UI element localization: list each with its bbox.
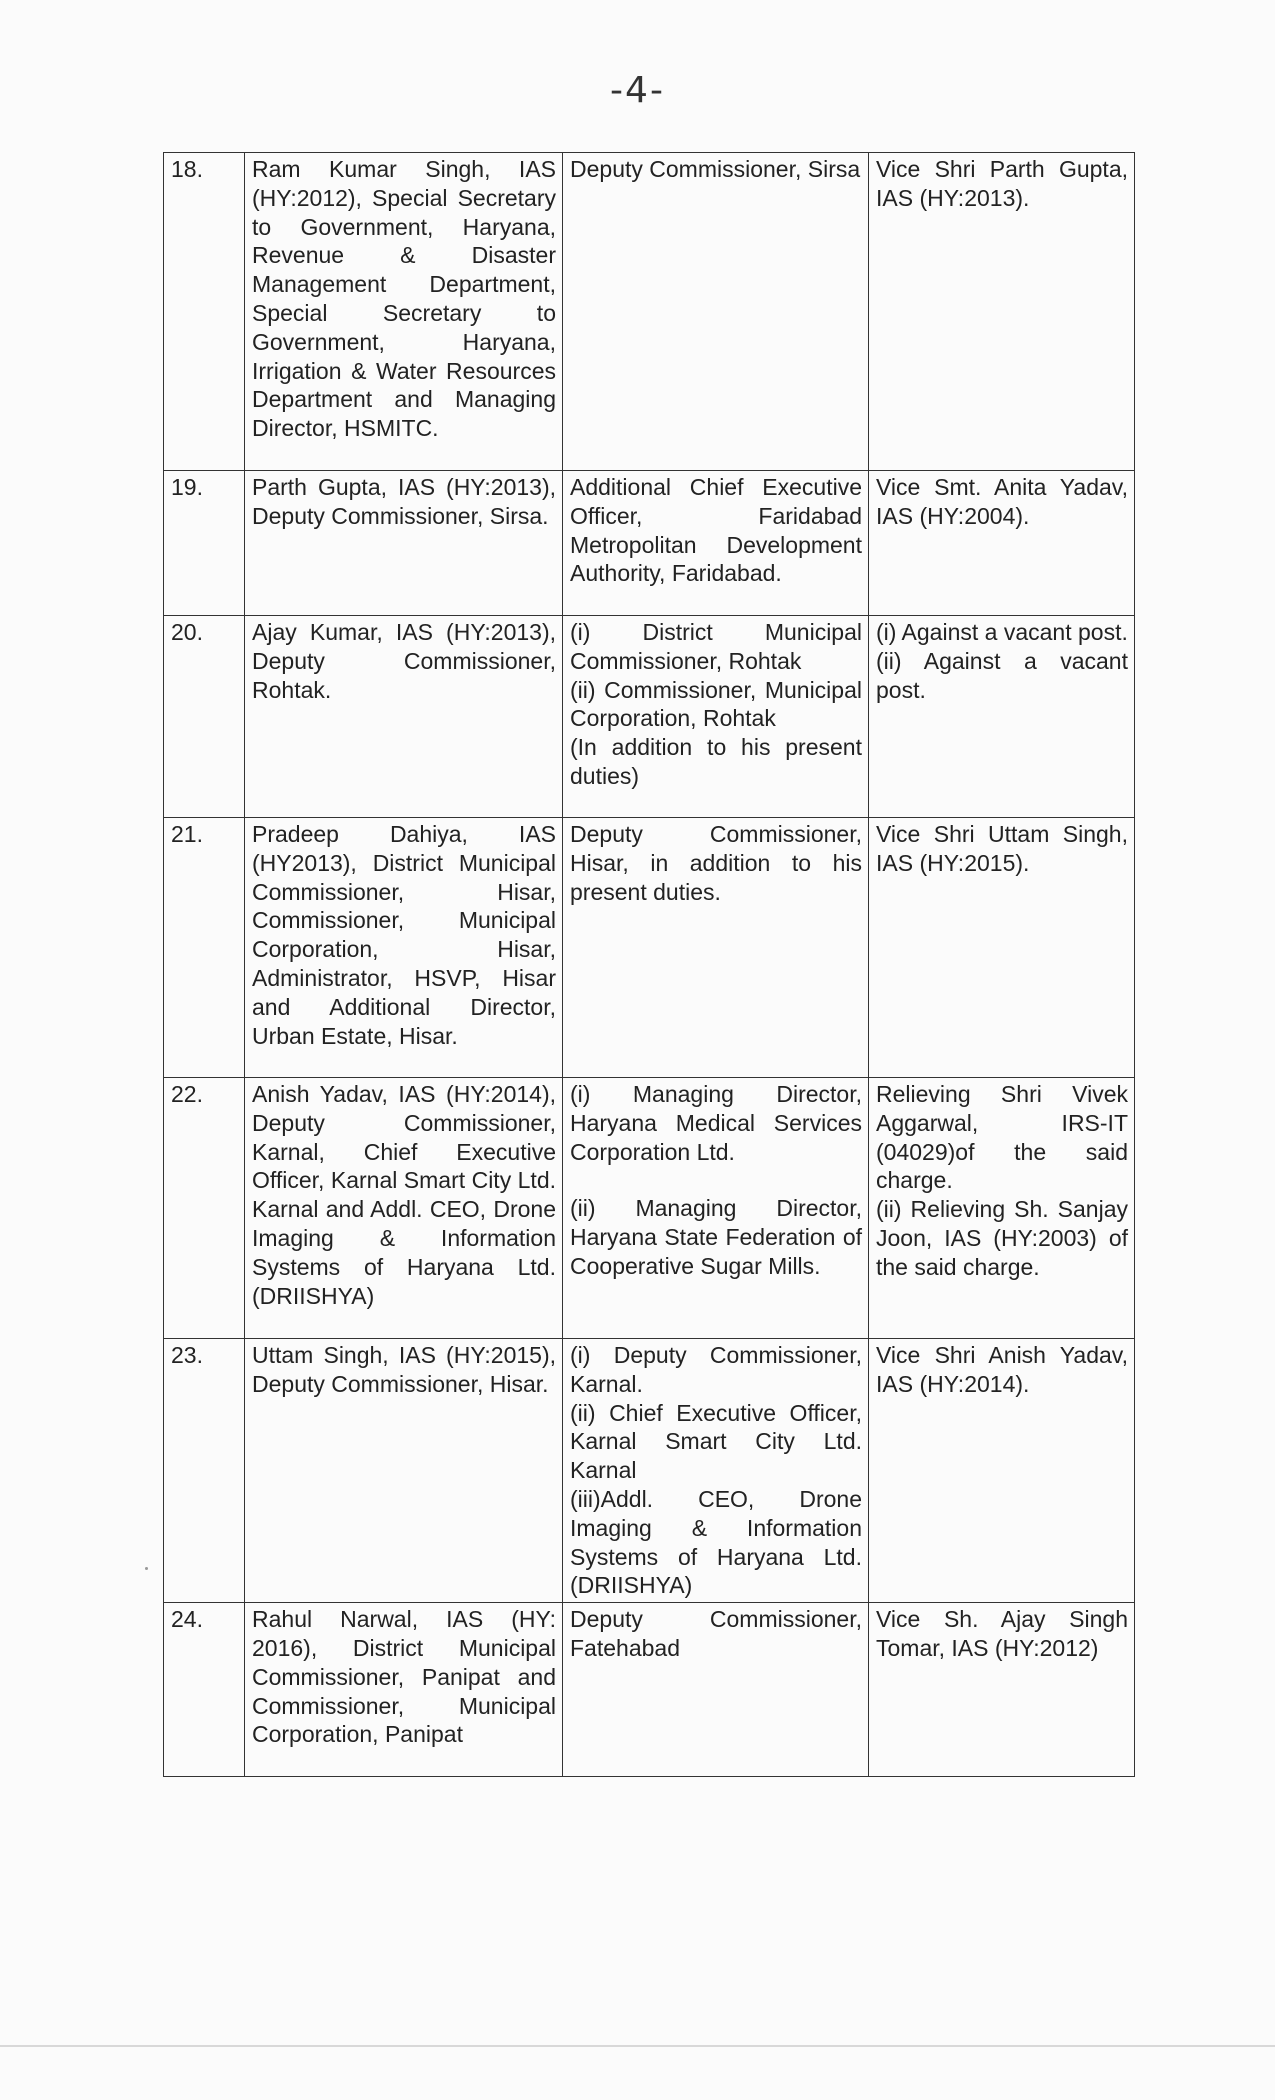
posting-cell: Deputy Commissioner, Hisar, in addition to his present duties. xyxy=(563,818,869,1078)
remarks-cell: Vice Sh. Ajay Singh Tomar, IAS (HY:2012) xyxy=(869,1603,1135,1777)
posting-item: (i) Managing Director, Haryana Medical Services Corporation Ltd. xyxy=(570,1081,862,1165)
posting-cell xyxy=(563,616,869,818)
table-row xyxy=(164,1603,1135,1777)
page-number: -4- xyxy=(610,70,665,111)
posting-cell xyxy=(563,1339,869,1603)
transfer-orders-table xyxy=(163,152,1135,1777)
table-row xyxy=(164,1339,1135,1603)
remarks-cell: Vice Shri Parth Gupta, IAS (HY:2013). xyxy=(869,153,1135,471)
posting-cell xyxy=(563,1078,869,1339)
table-row xyxy=(164,153,1135,471)
posting-item: (iii)Addl. CEO, Drone Imaging & Information Systems of Haryana Ltd. (DRIISHYA) xyxy=(570,1485,862,1599)
posting-cell: Deputy Commissioner, Sirsa xyxy=(563,153,869,471)
posting-cell: Deputy Commissioner, Fatehabad xyxy=(563,1603,869,1777)
posting-item: (ii) Managing Director, Haryana State Federation of Cooperative Sugar Mills. xyxy=(570,1195,862,1279)
posting-item: (ii) Chief Executive Officer, Karnal Smart City Ltd. Karnal xyxy=(570,1399,862,1484)
serial-number-cell: 20. xyxy=(164,616,245,818)
posting-item: (ii) Commissioner, Municipal Corporation, Rohtak xyxy=(570,676,862,732)
remarks-item: (i) Against a vacant post. xyxy=(876,619,1128,645)
table-row xyxy=(164,471,1135,616)
remarks-cell: Vice Shri Anish Yadav, IAS (HY:2014). xyxy=(869,1339,1135,1603)
serial-number-cell: 19. xyxy=(164,471,245,616)
serial-number-cell: 18. xyxy=(164,153,245,471)
officer-cell: Uttam Singh, IAS (HY:2015), Deputy Commissioner, Hisar. xyxy=(245,1339,563,1603)
posting-item: (i) Deputy Commissioner, Karnal. xyxy=(570,1342,862,1397)
posting-item: (i) District Municipal Commissioner, Rohtak xyxy=(570,619,862,674)
posting-cell: Additional Chief Executive Officer, Faridabad Metropolitan Development Authority, Faridabad. xyxy=(563,471,869,616)
remarks-item: (ii) Against a vacant post. xyxy=(876,647,1128,703)
posting-note: (In addition to his present duties) xyxy=(570,734,862,789)
officer-cell: Ajay Kumar, IAS (HY:2013), Deputy Commissioner, Rohtak. xyxy=(245,616,563,818)
remarks-cell: Vice Smt. Anita Yadav, IAS (HY:2004). xyxy=(869,471,1135,616)
table-row xyxy=(164,818,1135,1078)
remarks-cell xyxy=(869,1078,1135,1339)
serial-number-cell: 23. xyxy=(164,1339,245,1603)
table-row xyxy=(164,1078,1135,1339)
remarks-item: (ii) Relieving Sh. Sanjay Joon, IAS (HY:2003) of the said charge. xyxy=(876,1196,1128,1280)
officer-cell: Ram Kumar Singh, IAS (HY:2012), Special Secretary to Government, Haryana, Revenue & Disaster Management Department, Special Secretary to Government, Haryana, Irrigation & Water Resources Department and Managing Director, HSMITC. xyxy=(245,153,563,471)
serial-number-cell: 24. xyxy=(164,1603,245,1777)
officer-cell: Anish Yadav, IAS (HY:2014), Deputy Commissioner, Karnal, Chief Executive Officer, Karnal Smart City Ltd. Karnal and Addl. CEO, Drone Imaging & Information Systems of Haryana Ltd. (DRIISHYA) xyxy=(245,1078,563,1339)
scan-speck xyxy=(145,1567,148,1570)
serial-number-cell: 22. xyxy=(164,1078,245,1339)
remarks-item: Relieving Shri Vivek Aggarwal, IRS-IT (04029)of the said charge. xyxy=(876,1081,1128,1194)
remarks-cell: Vice Shri Uttam Singh, IAS (HY:2015). xyxy=(869,818,1135,1078)
serial-number-cell: 21. xyxy=(164,818,245,1078)
table-row xyxy=(164,616,1135,818)
officer-cell: Pradeep Dahiya, IAS (HY2013), District Municipal Commissioner, Hisar, Commissioner, Municipal Corporation, Hisar, Administrator, HSVP, Hisar and Additional Director, Urban Estate, Hisar. xyxy=(245,818,563,1078)
officer-cell: Parth Gupta, IAS (HY:2013), Deputy Commissioner, Sirsa. xyxy=(245,471,563,616)
remarks-cell xyxy=(869,616,1135,818)
officer-cell: Rahul Narwal, IAS (HY: 2016), District Municipal Commissioner, Panipat and Commissioner, Municipal Corporation, Panipat xyxy=(245,1603,563,1777)
scan-bottom-edge xyxy=(0,2045,1275,2047)
